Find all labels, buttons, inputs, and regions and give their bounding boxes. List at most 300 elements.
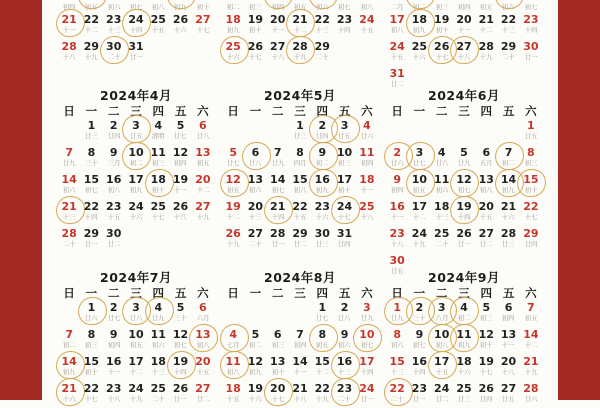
weekday-header: 二 (271, 286, 284, 300)
lunar-date-label: 廿四 (107, 132, 121, 140)
date-number: 28 (500, 227, 517, 240)
date-number: 24 (128, 13, 144, 26)
lunar-date-label: 初二 (502, 159, 516, 167)
calendar-day (103, 327, 125, 354)
lunar-date-label: 十四 (271, 213, 285, 221)
clipped-lunar-strip (222, 0, 378, 12)
date-number: 2 (415, 301, 424, 314)
calendar-day (520, 381, 542, 408)
date-number: 18 (359, 173, 375, 186)
lunar-date-label: 十二 (524, 341, 538, 349)
calendar-day (103, 118, 125, 145)
calendar-day (192, 118, 214, 145)
date-number: 28 (61, 40, 77, 53)
date-number: 23 (314, 200, 330, 213)
date-number: 7 (65, 328, 73, 341)
lunar-date-label: 初五 (84, 3, 98, 11)
calendar-week (386, 39, 542, 66)
date-number: 18 (434, 200, 450, 213)
lunar-date-label: 廿一 (84, 240, 98, 248)
lunar-date-label: 廿九 (151, 314, 165, 322)
calendar-day (311, 118, 333, 145)
calendar-week (222, 172, 378, 199)
weekday-header: 六 (525, 286, 537, 300)
empty-cell (169, 226, 191, 253)
calendar-day (192, 12, 214, 39)
calendar-day (103, 39, 125, 66)
date-number: 10 (128, 146, 144, 159)
lunar-date-label: 廿一 (457, 240, 471, 248)
lunar-date-label: 初四 (107, 341, 121, 349)
calendar-day (80, 118, 102, 145)
month-2024-09 (386, 270, 542, 408)
lunar-date-label: 廿二 (196, 395, 210, 403)
date-number: 4 (154, 301, 163, 314)
lunar-date-label: 初五 (479, 3, 493, 11)
date-number: 1 (393, 301, 401, 314)
empty-cell (147, 226, 169, 253)
lunar-date-label: 廿六 (390, 159, 404, 167)
calendar-day (103, 172, 125, 199)
lunar-date-label: 十三 (248, 213, 262, 221)
lunar-date-label: 初四 (174, 159, 188, 167)
calendar-week (222, 327, 378, 354)
weekday-header: 二 (107, 286, 120, 300)
lunar-date-label: 十七 (479, 368, 493, 376)
calendar-day (408, 145, 430, 172)
calendar-day (125, 354, 147, 381)
date-number: 7 (296, 328, 304, 341)
date-number: 5 (176, 119, 185, 132)
calendar-day (333, 226, 355, 253)
weekday-header: 一 (413, 286, 426, 300)
weekday-header: 日 (391, 104, 403, 118)
calendar-day (222, 12, 244, 39)
date-number: 6 (251, 146, 260, 159)
lunar-date-label: 十一 (390, 213, 404, 221)
calendar-day (311, 145, 333, 172)
date-number: 10 (359, 328, 375, 341)
lunar-strip-cell (58, 0, 80, 12)
lunar-date-label: 廿三 (502, 240, 516, 248)
lunar-date-label: 廿九 (62, 159, 76, 167)
calendar-day (125, 327, 147, 354)
lunar-date-label: 三月 (107, 159, 121, 167)
lunar-date-label: 初五 (226, 186, 240, 194)
lunar-date-label: 十六 (502, 213, 516, 221)
calendar-day (311, 172, 333, 199)
calendar-week (222, 12, 378, 39)
lunar-date-label: 十九 (196, 213, 210, 221)
calendar-day (58, 145, 80, 172)
lunar-date-label: 初七 (271, 186, 285, 194)
calendar-day (103, 381, 125, 408)
date-number: 26 (434, 40, 450, 53)
lunar-date-label: 初七 (524, 3, 538, 11)
lunar-date-label: 十六 (248, 395, 262, 403)
date-number: 21 (478, 13, 494, 26)
calendar-day (497, 381, 519, 408)
lunar-date-label: 初六 (390, 341, 404, 349)
calendar-week (386, 12, 542, 39)
calendar-day (103, 226, 125, 253)
weekday-header-row (222, 286, 378, 300)
calendar-day (289, 226, 311, 253)
date-number: 6 (273, 328, 282, 341)
lunar-strip-cell (267, 0, 289, 12)
calendar-week (58, 381, 214, 408)
lunar-date-label: 初九 (502, 186, 516, 194)
date-number: 16 (106, 173, 122, 186)
lunar-date-label: 初十 (338, 186, 352, 194)
weekday-header: 三 (294, 286, 306, 300)
weekday-header: 日 (227, 286, 239, 300)
calendar-day (169, 300, 191, 327)
calendar-day (58, 39, 80, 66)
month-2024-04 (58, 88, 214, 253)
lunar-date-label: 初八 (107, 186, 121, 194)
calendar-day (520, 118, 542, 145)
date-number: 21 (523, 355, 539, 368)
lunar-date-label: 十一 (107, 368, 121, 376)
lunar-date-label: 十六 (412, 53, 426, 61)
lunar-date-label: 二十 (315, 53, 329, 61)
date-number: 17 (128, 355, 144, 368)
calendar-week (222, 145, 378, 172)
empty-cell (147, 39, 169, 66)
lunar-date-label: 十八 (502, 368, 516, 376)
calendar-week (222, 199, 378, 226)
lunar-date-label: 廿八 (338, 314, 352, 322)
empty-cell (267, 118, 289, 145)
date-number: 5 (482, 301, 491, 314)
calendar-day (475, 172, 497, 199)
date-number: 23 (336, 382, 353, 395)
lunar-date-label: 廿九 (457, 159, 471, 167)
lunar-date-label: 十九 (293, 53, 307, 61)
lunar-date-label: 廿七 (107, 314, 121, 322)
calendar-day (386, 145, 408, 172)
calendar-day (311, 12, 333, 39)
date-number: 30 (523, 40, 539, 53)
calendar-day (520, 226, 542, 253)
lunar-strip-cell (431, 0, 453, 12)
date-number: 19 (172, 355, 189, 368)
calendar-day (386, 381, 408, 408)
date-number: 13 (478, 173, 494, 186)
date-number: 22 (500, 13, 517, 26)
calendar-day (520, 172, 542, 199)
lunar-date-label: 十八 (293, 395, 307, 403)
date-number: 28 (478, 40, 494, 53)
month-2024-08 (222, 270, 378, 408)
calendar-day (453, 199, 475, 226)
calendar-week (222, 39, 378, 66)
lunar-date-label: 廿五 (338, 132, 352, 140)
calendar-day (333, 354, 355, 381)
lunar-date-label: 十五 (390, 53, 404, 61)
date-number: 13 (500, 328, 517, 341)
date-number: 25 (150, 200, 166, 213)
date-number: 16 (389, 200, 405, 213)
lunar-strip-cell (169, 0, 191, 12)
date-number: 23 (389, 227, 405, 240)
calendar-day (333, 145, 355, 172)
empty-cell (58, 118, 80, 145)
date-number: 7 (65, 146, 73, 159)
calendar-day (147, 118, 169, 145)
weekday-header: 一 (85, 286, 98, 300)
lunar-date-label: 十七 (524, 213, 538, 221)
weekday-header: 一 (249, 286, 262, 300)
date-number: 17 (128, 173, 144, 186)
calendar-day (58, 354, 80, 381)
date-number: 14 (292, 355, 308, 368)
date-number: 18 (150, 173, 166, 186)
date-number: 6 (199, 301, 207, 314)
calendar-day (125, 39, 147, 66)
date-number: 28 (61, 227, 77, 240)
date-number: 15 (292, 173, 308, 186)
calendar-day (497, 145, 519, 172)
weekday-header-row (222, 104, 378, 118)
calendar-week (222, 381, 378, 408)
date-number: 24 (336, 200, 353, 213)
lunar-date-label: 初八 (479, 186, 493, 194)
weekday-header: 日 (391, 286, 403, 300)
date-number: 16 (314, 173, 330, 186)
lunar-date-label: 初二 (226, 3, 240, 11)
calendar-day (80, 172, 102, 199)
date-number: 22 (83, 382, 100, 395)
month-title: 2024年7月 (100, 270, 172, 285)
date-number: 25 (359, 200, 375, 213)
date-number: 24 (359, 382, 375, 395)
date-number: 19 (172, 173, 189, 186)
date-number: 8 (87, 328, 96, 341)
lunar-date-label: 十六 (62, 395, 76, 403)
lunar-date-label: 十八 (457, 53, 471, 61)
calendar-week (386, 381, 542, 408)
weekday-header: 六 (197, 104, 209, 118)
date-number: 28 (270, 227, 286, 240)
empty-cell (431, 118, 453, 145)
weekday-header: 四 (316, 104, 329, 118)
lunar-date-label: 初四 (271, 3, 285, 11)
calendar-day (244, 145, 266, 172)
weekday-header: 五 (502, 286, 515, 300)
lunar-date-label: 廿一 (174, 395, 188, 403)
lunar-date-label: 十五 (479, 213, 493, 221)
lunar-date-label: 十五 (435, 368, 449, 376)
date-number: 29 (83, 40, 100, 53)
date-number: 23 (106, 13, 122, 26)
calendar-day (453, 145, 475, 172)
date-number: 25 (150, 382, 166, 395)
date-number: 12 (478, 328, 494, 341)
calendar-day (192, 199, 214, 226)
calendar-day (333, 12, 355, 39)
date-number: 20 (195, 173, 211, 186)
calendar-week (222, 226, 378, 253)
weekday-header: 一 (249, 104, 262, 118)
date-number: 25 (225, 40, 241, 53)
calendar-day (222, 354, 244, 381)
date-number: 22 (314, 382, 330, 395)
calendar-day (58, 381, 80, 408)
weekday-header: 二 (271, 104, 284, 118)
calendar-day (431, 226, 453, 253)
lunar-date-label: 十四 (412, 368, 426, 376)
calendar-week (222, 118, 378, 145)
calendar-day (431, 381, 453, 408)
lunar-date-label: 廿九 (360, 314, 374, 322)
calendar-day (356, 327, 378, 354)
empty-cell (475, 118, 497, 145)
calendar-day (497, 172, 519, 199)
lunar-date-label: 二十 (62, 240, 76, 248)
calendar-day (125, 172, 147, 199)
lunar-date-label: 十七 (435, 53, 449, 61)
lunar-date-label: 初七 (360, 341, 374, 349)
calendar-day (431, 145, 453, 172)
lunar-date-label: 廿五 (390, 267, 404, 275)
date-number: 29 (83, 227, 100, 240)
calendar-week (386, 118, 542, 145)
calendar-day (311, 226, 333, 253)
lunar-date-label: 廿六 (524, 395, 538, 403)
date-number: 29 (500, 40, 517, 53)
weekday-header-row (386, 104, 542, 118)
lunar-date-label: 初七 (174, 341, 188, 349)
lunar-date-label: 廿八 (196, 132, 210, 140)
month-title: 2024年8月 (264, 270, 336, 285)
empty-cell (267, 300, 289, 327)
date-number: 3 (363, 301, 371, 314)
calendar-day (80, 39, 102, 66)
lunar-date-label: 廿四 (315, 132, 329, 140)
date-number: 14 (523, 328, 539, 341)
date-number: 20 (478, 200, 494, 213)
calendar-day (408, 172, 430, 199)
date-number: 8 (87, 146, 96, 159)
lunar-date-label: 十八 (174, 213, 188, 221)
lunar-date-label: 初九 (174, 3, 188, 11)
date-number: 26 (478, 382, 494, 395)
empty-cell (289, 300, 311, 327)
date-number: 4 (363, 119, 371, 132)
calendar-day (58, 172, 80, 199)
right-red-border (558, 0, 600, 400)
lunar-strip-cell (80, 0, 102, 12)
weekday-header: 五 (338, 104, 351, 118)
empty-cell (192, 226, 214, 253)
date-number: 24 (411, 227, 428, 240)
lunar-date-label: 十四 (360, 368, 374, 376)
calendar-day (147, 300, 169, 327)
weekday-header: 六 (197, 286, 209, 300)
calendar-week (58, 12, 214, 39)
lunar-date-label: 廿三 (293, 132, 307, 140)
month-2024-02-partial-clip (222, 0, 378, 84)
lunar-date-label: 初八 (196, 341, 210, 349)
date-number: 15 (314, 355, 330, 368)
lunar-date-label: 廿二 (293, 240, 307, 248)
calendar-day (431, 39, 453, 66)
date-number: 2 (318, 119, 327, 132)
calendar-week (386, 354, 542, 381)
lunar-date-label: 廿二 (107, 240, 121, 248)
calendar-day (431, 199, 453, 226)
lunar-strip-cell (520, 0, 542, 12)
lunar-date-label: 初四 (360, 159, 374, 167)
lunar-date-label: 初三 (84, 341, 98, 349)
date-number: 22 (523, 200, 539, 213)
empty-cell (192, 39, 214, 66)
lunar-date-label: 初二 (412, 3, 426, 11)
calendar-day (147, 145, 169, 172)
calendar-day (356, 381, 378, 408)
lunar-date-label: 十三 (435, 213, 449, 221)
month-2024-01-partial-clip (58, 0, 214, 84)
lunar-date-label: 二月 (390, 3, 404, 11)
calendar-day (356, 199, 378, 226)
date-number: 20 (270, 382, 286, 395)
weekday-header: 三 (294, 104, 306, 118)
calendar-day (125, 145, 147, 172)
date-number: 12 (172, 328, 189, 341)
calendar-day (311, 327, 333, 354)
date-number: 4 (229, 328, 237, 341)
weekday-header: 五 (338, 286, 351, 300)
calendar-day (192, 300, 214, 327)
calendar-day (222, 381, 244, 408)
date-number: 23 (523, 13, 539, 26)
lunar-date-label: 廿七 (174, 132, 188, 140)
date-number: 14 (270, 173, 286, 186)
calendar-day (58, 327, 80, 354)
date-number: 17 (389, 13, 405, 26)
weekday-header-row (58, 286, 214, 300)
date-number: 22 (83, 200, 100, 213)
calendar-day (147, 172, 169, 199)
date-number: 17 (411, 200, 428, 213)
date-number: 18 (225, 382, 241, 395)
empty-cell (244, 118, 266, 145)
empty-cell (222, 300, 244, 327)
lunar-date-label: 初六 (338, 341, 352, 349)
calendar-week (222, 354, 378, 381)
weekday-header: 三 (458, 104, 470, 118)
calendar-day (244, 327, 266, 354)
calendar-day (475, 300, 497, 327)
date-number: 22 (83, 13, 100, 26)
date-number: 9 (109, 146, 118, 159)
date-number: 13 (247, 173, 264, 186)
lunar-date-label: 十三 (151, 368, 165, 376)
calendar-day (333, 199, 355, 226)
calendar-week (222, 300, 378, 327)
lunar-date-label: 廿一 (360, 395, 374, 403)
weekday-header: 二 (435, 286, 448, 300)
lunar-date-label: 廿二 (435, 395, 449, 403)
calendar-day (289, 39, 311, 66)
calendar-day (408, 12, 430, 39)
lunar-date-label: 初七 (338, 3, 352, 11)
calendar-day (475, 145, 497, 172)
month-2024-03-partial-clip (386, 0, 542, 88)
calendar-day (475, 199, 497, 226)
